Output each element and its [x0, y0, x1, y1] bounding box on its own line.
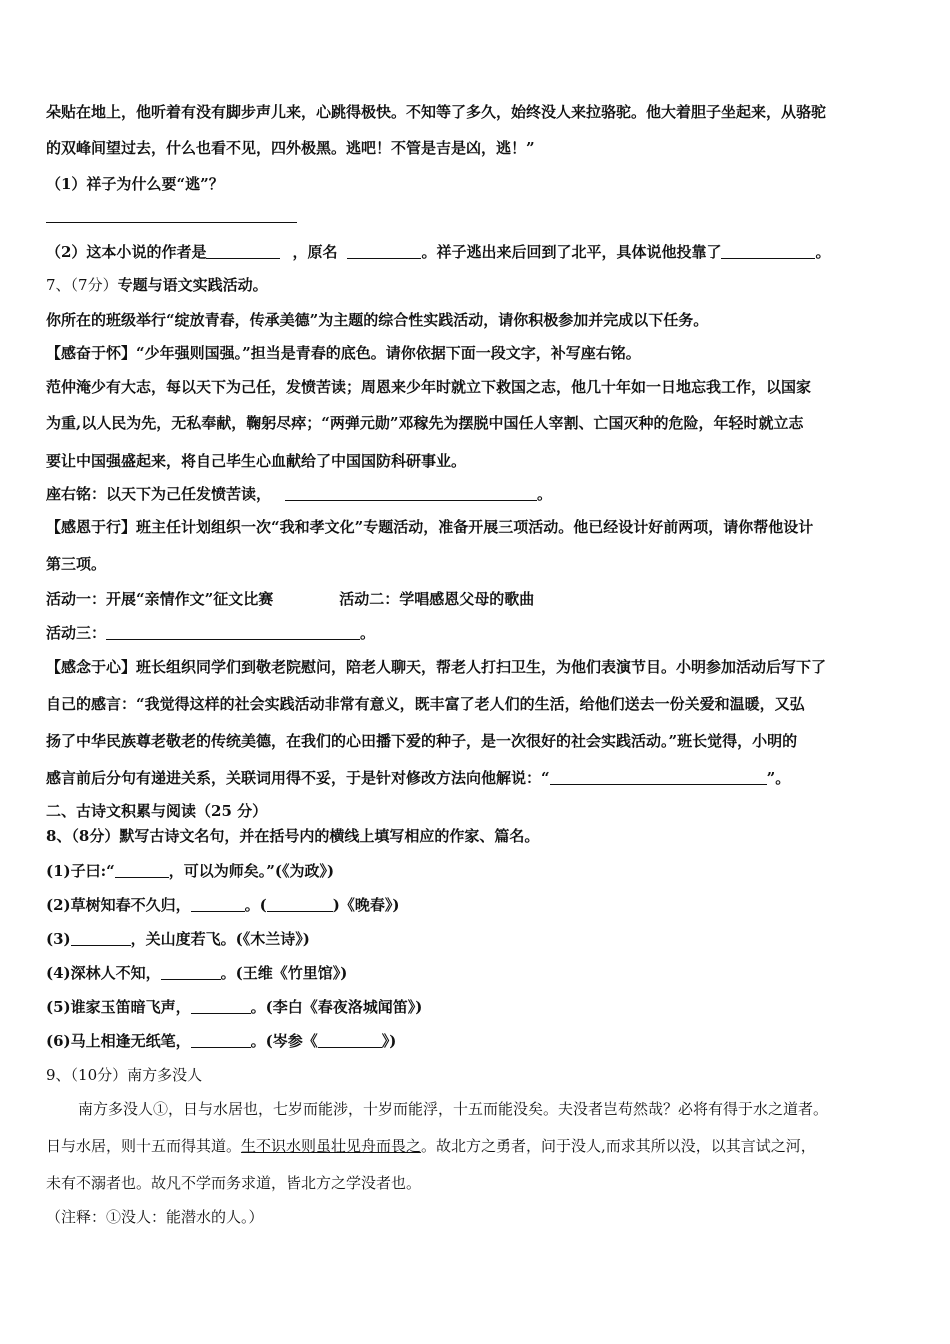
task-1-passage-line: 范仲淹少有大志，每以天下为己任，发愤苦读；周恩来少年时就立下救国之志，他几十年如一日地忘我工作，以国家 — [46, 378, 812, 396]
task-2-text: 班主任计划组织一次“我和孝文化”专题活动，准备开展三项活动。他已经设计好前两项，请你帮他设计 — [136, 518, 814, 536]
q2-text-c: 。祥子逃出来后回到了北平，具体说他投靠了 — [421, 243, 722, 261]
task-3-prompt — [46, 657, 826, 677]
section-7-intro: 你所在的班级举行“绽放青春，传承美德”为主题的综合性实践活动，请你积极参加并完成以下任务。 — [46, 311, 709, 329]
annotation-note: （注释：①没人：能潜水的人。） — [46, 1208, 264, 1226]
poem-line-2 — [46, 895, 399, 915]
poem-text: (1)子曰:“ — [46, 862, 115, 880]
motto-text: 座右铭：以天下为己任发愤苦读， — [46, 485, 272, 503]
question-6-1: （1）祥子为什么要“逃”？ — [46, 175, 224, 193]
poem-text: (3) — [46, 930, 71, 948]
poem-line-5 — [46, 997, 422, 1017]
task-2-prompt-cont: 第三项。 — [46, 555, 107, 573]
task-3-end: ”。 — [766, 769, 791, 787]
answer-line-6-1 — [46, 222, 297, 223]
classical-text: 。故北方之勇者，问于没人,而求其所以没，以其言试之河， — [421, 1137, 816, 1155]
task-1-text: “少年强则国强。”担当是青春的底色。请你依据下面一段文字，补写座右铭。 — [136, 344, 641, 362]
patron-blank[interactable] — [721, 244, 815, 259]
activity-3-end: 。 — [360, 624, 376, 642]
task-3-line: 自己的感言：“我觉得这样的社会实践活动非常有意义，既丰富了老人们的生活，给他们送去一份关爱和温暖，又弘 — [46, 695, 805, 713]
task-2-head: 【感恩于行】 — [46, 518, 137, 536]
q2-text-b: ，原名 — [292, 243, 338, 261]
section-8-heading: 8、（8分）默写古诗文名句，并在括号内的横线上填写相应的作家、篇名。 — [46, 827, 540, 845]
poem-blank-4[interactable] — [161, 965, 221, 980]
passage-line: 的双峰间望过去，什么也看不见，四外极黑。逃吧！不管是吉是凶，逃！” — [46, 139, 535, 157]
passage-line: 朵贴在地上，他听着有没有脚步声儿来，心跳得极快。不知等了多久，始终没人来拉骆驼。他大着胆子坐起来，从骆驼 — [46, 103, 827, 121]
poem-text: ，关山度若飞。(《木兰诗》) — [130, 930, 310, 948]
task-3-text-4: 感言前后分句有递进关系，关联词用得不妥，于是针对修改方法向他解说：“ — [46, 769, 550, 787]
poet-blank-2[interactable] — [267, 897, 333, 912]
poem-line-3 — [46, 929, 310, 949]
task-3-line: 扬了中华民族尊老敬老的传统美德，在我们的心田播下爱的种子，是一次很好的社会实践活动。”班长觉得，小明的 — [46, 732, 798, 750]
poem-text: (6)马上相逢无纸笔， — [46, 1032, 191, 1050]
activity-3-line — [46, 623, 375, 643]
part-2-heading: 二、古诗文积累与阅读（25 分） — [46, 802, 268, 820]
poem-text: (2)草树知春不久归， — [46, 896, 191, 914]
poem-blank-2[interactable] — [191, 897, 245, 912]
poem-text: (4)深林人不知， — [46, 964, 161, 982]
section-7-heading — [46, 275, 268, 295]
activity-line — [46, 589, 534, 609]
task-1-head: 【感奋于怀】 — [46, 344, 137, 362]
poem-text: 。(岑参《 — [250, 1032, 318, 1050]
section-7-number: 7、（7分） — [46, 276, 118, 294]
poem-text: (5)谁家玉笛暗飞声， — [46, 998, 191, 1016]
poem-text: 》) — [381, 1032, 397, 1050]
author-blank[interactable] — [206, 244, 280, 259]
task-3-head: 【感念于心】 — [46, 658, 137, 676]
task-2-prompt — [46, 517, 813, 537]
explanation-blank[interactable] — [550, 770, 767, 785]
q2-text-a: （2）这本小说的作者是 — [46, 243, 207, 261]
poem-text: ，可以为师矣。”(《为政》) — [168, 862, 335, 880]
motto-end: 。 — [537, 485, 553, 503]
classical-text: 日与水居，则十五而得其道。 — [46, 1137, 242, 1155]
poem-line-4 — [46, 963, 347, 983]
motto-blank[interactable] — [285, 486, 537, 501]
section-7-title: 专题与语文实践活动。 — [117, 276, 268, 294]
activity-1: 活动一：开展“亲情作文”征文比赛 — [46, 590, 274, 608]
poem-text: 。(李白《春夜洛城闻笛》) — [250, 998, 423, 1016]
poem-blank-3[interactable] — [71, 931, 131, 946]
poem-blank-1[interactable] — [115, 863, 169, 878]
task-1-passage-line: 为重,以人民为先，无私奉献，鞠躬尽瘁；“两弹元勋”邓稼先为摆脱中国任人宰割、亡国灭种的危险，年轻时就立志 — [46, 414, 804, 432]
task-1-prompt — [46, 343, 641, 363]
original-name-blank[interactable] — [347, 244, 421, 259]
activity-3-blank[interactable] — [106, 625, 360, 640]
poem-title-blank-6[interactable] — [318, 1033, 382, 1048]
task-3-answer-line — [46, 768, 790, 788]
motto-line — [46, 484, 552, 504]
classical-text-line — [46, 1136, 816, 1156]
q2-text-d: 。 — [815, 243, 831, 261]
activity-3: 活动三： — [46, 624, 107, 642]
poem-line-6 — [46, 1031, 396, 1051]
poem-text: )《晚春》) — [332, 896, 400, 914]
section-9-heading: 9、（10分）南方多没人 — [46, 1066, 203, 1084]
poem-text: 。(王维《竹里馆》) — [220, 964, 348, 982]
underlined-sentence: 生不识水则虽壮见舟而畏之 — [241, 1137, 422, 1155]
poem-blank-6[interactable] — [191, 1033, 251, 1048]
task-3-text: 班长组织同学们到敬老院慰问，陪老人聊天，帮老人打扫卫生，为他们表演节目。小明参加活动后写下了 — [136, 658, 827, 676]
poem-blank-5[interactable] — [191, 999, 251, 1014]
classical-text-line: 南方多没人①，日与水居也，七岁而能涉，十岁而能浮，十五而能没矣。夫没者岂苟然哉？必将有得于水之道者。 — [78, 1100, 829, 1118]
classical-text-line: 未有不溺者也。故凡不学而务求道，皆北方之学没者也。 — [46, 1174, 422, 1192]
activity-2: 活动二：学唱感恩父母的歌曲 — [339, 590, 535, 608]
task-1-passage-line: 要让中国强盛起来，将自己毕生心血献给了中国国防科研事业。 — [46, 452, 467, 470]
poem-line-1 — [46, 861, 334, 881]
poem-text: 。( — [244, 896, 267, 914]
question-6-2 — [46, 242, 831, 262]
